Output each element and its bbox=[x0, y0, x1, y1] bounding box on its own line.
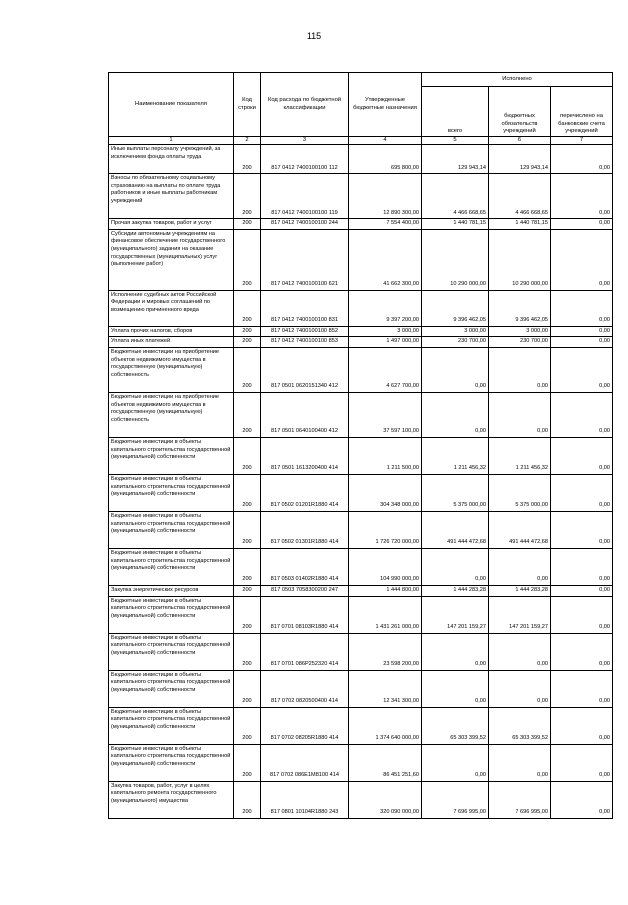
row-executed-total: 230 700,00 bbox=[422, 337, 489, 348]
row-executed-obligations: 5 375 000,00 bbox=[489, 474, 551, 511]
row-executed-obligations: 147 201 159,27 bbox=[489, 596, 551, 633]
row-transferred: 0,00 bbox=[551, 347, 613, 392]
header-code: Код строки bbox=[234, 73, 261, 137]
row-name: Бюджетные инвестиции на приобретение объектов недвижимого имущества в государственную (муниципальную) собственность bbox=[109, 347, 234, 392]
row-transferred: 0,00 bbox=[551, 633, 613, 670]
row-name: Исполнение судебных актов Российской Федерации и мировых соглашений по возмещению причиненного вреда bbox=[109, 290, 234, 326]
row-budget-code: 817 0501 0640100400 412 bbox=[261, 392, 349, 437]
row-line-code: 200 bbox=[234, 337, 261, 348]
header-name: Наименование показателя bbox=[109, 73, 234, 137]
row-budget-code: 817 0702 0820500400 414 bbox=[261, 670, 349, 707]
row-executed-obligations: 0,00 bbox=[489, 670, 551, 707]
row-executed-total: 129 943,14 bbox=[422, 145, 489, 174]
row-line-code: 200 bbox=[234, 633, 261, 670]
row-line-code: 200 bbox=[234, 290, 261, 326]
row-budget-code: 817 0502 01201R1880 414 bbox=[261, 474, 349, 511]
column-number: 7 bbox=[551, 137, 613, 145]
row-budget-code: 817 0412 7400100100 244 bbox=[261, 219, 349, 230]
row-line-code: 200 bbox=[234, 474, 261, 511]
row-line-code: 200 bbox=[234, 326, 261, 337]
row-budget-code: 817 0412 7400100100 831 bbox=[261, 290, 349, 326]
row-line-code: 200 bbox=[234, 437, 261, 474]
header-total: всего bbox=[422, 87, 489, 137]
row-executed-total: 0,00 bbox=[422, 633, 489, 670]
row-budget-code: 817 0412 7400100100 112 bbox=[261, 145, 349, 174]
row-executed-obligations: 0,00 bbox=[489, 347, 551, 392]
row-name: Прочая закупка товаров, работ и услуг bbox=[109, 219, 234, 230]
row-budget-code: 817 0412 7400100100 621 bbox=[261, 229, 349, 290]
row-transferred: 0,00 bbox=[551, 229, 613, 290]
row-approved: 86 451 251,60 bbox=[349, 744, 422, 781]
row-line-code: 200 bbox=[234, 707, 261, 744]
row-approved: 12 341 300,00 bbox=[349, 670, 422, 707]
row-approved: 9 397 200,00 bbox=[349, 290, 422, 326]
row-approved: 37 597 100,00 bbox=[349, 392, 422, 437]
row-approved: 304 348 000,00 bbox=[349, 474, 422, 511]
table-row bbox=[109, 585, 613, 596]
column-number: 5 bbox=[422, 137, 489, 145]
row-transferred: 0,00 bbox=[551, 744, 613, 781]
header-executed: Исполнено bbox=[422, 73, 613, 87]
row-approved: 12 890 300,00 bbox=[349, 174, 422, 219]
row-name: Бюджетные инвестиции в объекты капитального строительства государственной (муниципальной) собственности bbox=[109, 511, 234, 548]
row-transferred: 0,00 bbox=[551, 437, 613, 474]
row-executed-obligations: 491 444 472,68 bbox=[489, 511, 551, 548]
row-executed-total: 3 000,00 bbox=[422, 326, 489, 337]
table-row bbox=[109, 290, 613, 326]
row-executed-total: 147 201 159,27 bbox=[422, 596, 489, 633]
row-line-code: 200 bbox=[234, 219, 261, 230]
row-name: Бюджетные инвестиции в объекты капитального строительства государственной (муниципальной) собственности bbox=[109, 633, 234, 670]
row-budget-code: 817 0801 10104R1880 243 bbox=[261, 781, 349, 818]
row-approved: 1 444 800,00 bbox=[349, 585, 422, 596]
row-executed-obligations: 1 440 781,15 bbox=[489, 219, 551, 230]
row-executed-total: 4 466 668,65 bbox=[422, 174, 489, 219]
row-name: Бюджетные инвестиции в объекты капитального строительства государственной (муниципальной) собственности bbox=[109, 548, 234, 585]
header-approved: Утвержденные бюджетные назначения bbox=[349, 73, 422, 137]
table-row bbox=[109, 437, 613, 474]
row-executed-total: 65 303 399,52 bbox=[422, 707, 489, 744]
row-line-code: 200 bbox=[234, 229, 261, 290]
table-row bbox=[109, 174, 613, 219]
table-row bbox=[109, 781, 613, 818]
row-name: Закупка товаров, работ, услуг в целях капитального ремонта государственного (муниципального) имущества bbox=[109, 781, 234, 818]
table-row bbox=[109, 145, 613, 174]
row-approved: 104 990 000,00 bbox=[349, 548, 422, 585]
table-row bbox=[109, 707, 613, 744]
row-transferred: 0,00 bbox=[551, 707, 613, 744]
row-approved: 4 627 700,00 bbox=[349, 347, 422, 392]
row-approved: 3 000,00 bbox=[349, 326, 422, 337]
row-line-code: 200 bbox=[234, 392, 261, 437]
row-name: Закупка энергетических ресурсов bbox=[109, 585, 234, 596]
row-line-code: 200 bbox=[234, 781, 261, 818]
row-budget-code: 817 0502 01301R1880 414 bbox=[261, 511, 349, 548]
row-line-code: 200 bbox=[234, 670, 261, 707]
row-executed-obligations: 0,00 bbox=[489, 633, 551, 670]
table-row bbox=[109, 548, 613, 585]
row-transferred: 0,00 bbox=[551, 596, 613, 633]
row-name: Субсидии автономным учреждениям на финансовое обеспечение государственного (муниципального) задания на оказание государственных (муниципальных) услуг (выполнение работ) bbox=[109, 229, 234, 290]
row-executed-total: 1 444 283,28 bbox=[422, 585, 489, 596]
row-approved: 1 431 261 000,00 bbox=[349, 596, 422, 633]
table-row bbox=[109, 474, 613, 511]
row-budget-code: 817 0702 08205R1880 414 bbox=[261, 707, 349, 744]
row-executed-total: 0,00 bbox=[422, 744, 489, 781]
budget-execution-table bbox=[108, 72, 613, 819]
row-executed-obligations: 4 466 668,65 bbox=[489, 174, 551, 219]
row-name: Уплата иных платежей bbox=[109, 337, 234, 348]
row-name: Бюджетные инвестиции в объекты капитального строительства государственной (муниципальной) собственности bbox=[109, 474, 234, 511]
row-budget-code: 817 0412 7400100100 853 bbox=[261, 337, 349, 348]
column-number: 4 bbox=[349, 137, 422, 145]
row-executed-total: 9 396 462,05 bbox=[422, 290, 489, 326]
table-row bbox=[109, 511, 613, 548]
row-executed-total: 10 290 000,00 bbox=[422, 229, 489, 290]
row-transferred: 0,00 bbox=[551, 511, 613, 548]
row-name: Бюджетные инвестиции в объекты капитального строительства государственной (муниципальной) собственности bbox=[109, 670, 234, 707]
row-executed-obligations: 0,00 bbox=[489, 548, 551, 585]
row-line-code: 200 bbox=[234, 174, 261, 219]
row-transferred: 0,00 bbox=[551, 548, 613, 585]
row-name: Бюджетные инвестиции на приобретение объектов недвижимого имущества в государственную (муниципальную) собственность bbox=[109, 392, 234, 437]
row-transferred: 0,00 bbox=[551, 219, 613, 230]
row-approved: 7 554 400,00 bbox=[349, 219, 422, 230]
row-line-code: 200 bbox=[234, 744, 261, 781]
row-executed-obligations: 9 396 462,05 bbox=[489, 290, 551, 326]
table-row bbox=[109, 670, 613, 707]
row-line-code: 200 bbox=[234, 585, 261, 596]
table-row bbox=[109, 219, 613, 230]
row-transferred: 0,00 bbox=[551, 145, 613, 174]
row-budget-code: 817 0412 7400100100 119 bbox=[261, 174, 349, 219]
table-row bbox=[109, 633, 613, 670]
column-number: 1 bbox=[109, 137, 234, 145]
row-executed-total: 5 375 000,00 bbox=[422, 474, 489, 511]
row-executed-total: 1 211 456,32 bbox=[422, 437, 489, 474]
row-line-code: 200 bbox=[234, 511, 261, 548]
row-approved: 1 497 000,00 bbox=[349, 337, 422, 348]
row-transferred: 0,00 bbox=[551, 290, 613, 326]
table-row bbox=[109, 392, 613, 437]
table-row bbox=[109, 326, 613, 337]
row-executed-total: 7 696 995,00 bbox=[422, 781, 489, 818]
row-executed-obligations: 230 700,00 bbox=[489, 337, 551, 348]
column-number: 2 bbox=[234, 137, 261, 145]
table-row bbox=[109, 596, 613, 633]
row-budget-code: 817 0701 086P252320 414 bbox=[261, 633, 349, 670]
row-name: Бюджетные инвестиции в объекты капитального строительства государственной (муниципальной) собственности bbox=[109, 744, 234, 781]
row-approved: 23 598 200,00 bbox=[349, 633, 422, 670]
row-approved: 1 211 500,00 bbox=[349, 437, 422, 474]
row-name: Бюджетные инвестиции в объекты капитального строительства государственной (муниципальной) собственности bbox=[109, 707, 234, 744]
row-transferred: 0,00 bbox=[551, 474, 613, 511]
row-line-code: 200 bbox=[234, 145, 261, 174]
row-name: Бюджетные инвестиции в объекты капитального строительства государственной (муниципальной) собственности bbox=[109, 596, 234, 633]
row-transferred: 0,00 bbox=[551, 326, 613, 337]
row-executed-obligations: 1 211 456,32 bbox=[489, 437, 551, 474]
row-transferred: 0,00 bbox=[551, 392, 613, 437]
row-budget-code: 817 0501 1613200400 414 bbox=[261, 437, 349, 474]
row-transferred: 0,00 bbox=[551, 670, 613, 707]
row-executed-total: 0,00 bbox=[422, 392, 489, 437]
row-executed-obligations: 129 943,14 bbox=[489, 145, 551, 174]
row-transferred: 0,00 bbox=[551, 585, 613, 596]
row-executed-obligations: 7 696 995,00 bbox=[489, 781, 551, 818]
row-name: Уплата прочих налогов, сборов bbox=[109, 326, 234, 337]
row-approved: 695 800,00 bbox=[349, 145, 422, 174]
table-row bbox=[109, 744, 613, 781]
page-number: 115 bbox=[306, 31, 322, 41]
row-name: Бюджетные инвестиции в объекты капитального строительства государственной (муниципальной) собственности bbox=[109, 437, 234, 474]
row-executed-obligations: 0,00 bbox=[489, 392, 551, 437]
row-approved: 41 662 300,00 bbox=[349, 229, 422, 290]
row-transferred: 0,00 bbox=[551, 174, 613, 219]
row-budget-code: 817 0501 0620151340 412 bbox=[261, 347, 349, 392]
column-number: 3 bbox=[261, 137, 349, 145]
row-executed-obligations: 1 444 283,28 bbox=[489, 585, 551, 596]
row-executed-total: 1 440 781,15 bbox=[422, 219, 489, 230]
row-budget-code: 817 0503 7058300200 247 bbox=[261, 585, 349, 596]
row-executed-total: 491 444 472,68 bbox=[422, 511, 489, 548]
row-approved: 1 726 720 000,00 bbox=[349, 511, 422, 548]
table-row bbox=[109, 337, 613, 348]
row-executed-total: 0,00 bbox=[422, 548, 489, 585]
row-executed-obligations: 10 290 000,00 bbox=[489, 229, 551, 290]
row-budget-code: 817 0503 01402R1880 414 bbox=[261, 548, 349, 585]
row-executed-obligations: 65 303 399,52 bbox=[489, 707, 551, 744]
header-kbk: Код расхода по бюджетной классификации bbox=[261, 73, 349, 137]
row-line-code: 200 bbox=[234, 548, 261, 585]
row-budget-code: 817 0701 08103R1880 414 bbox=[261, 596, 349, 633]
row-line-code: 200 bbox=[234, 596, 261, 633]
row-budget-code: 817 0412 7400100100 852 bbox=[261, 326, 349, 337]
row-line-code: 200 bbox=[234, 347, 261, 392]
column-number: 6 bbox=[489, 137, 551, 145]
row-transferred: 0,00 bbox=[551, 781, 613, 818]
table-row bbox=[109, 229, 613, 290]
row-executed-obligations: 3 000,00 bbox=[489, 326, 551, 337]
table-row bbox=[109, 347, 613, 392]
row-executed-total: 0,00 bbox=[422, 670, 489, 707]
row-budget-code: 817 0702 086E1M8100 414 bbox=[261, 744, 349, 781]
row-executed-total: 0,00 bbox=[422, 347, 489, 392]
row-executed-obligations: 0,00 bbox=[489, 744, 551, 781]
header-obligations: бюджетных обязательств учреждений bbox=[489, 87, 551, 137]
row-approved: 1 374 640 000,00 bbox=[349, 707, 422, 744]
table-body bbox=[109, 145, 613, 818]
row-name: Иные выплаты персоналу учреждений, за исключением фонда оплаты труда bbox=[109, 145, 234, 174]
row-approved: 320 090 000,00 bbox=[349, 781, 422, 818]
header-transferred: перечислено на банковские счета учреждений bbox=[551, 87, 613, 137]
row-name: Взносы по обязательному социальному страхованию на выплаты по оплате труда работников и иные выплаты работникам учреждений bbox=[109, 174, 234, 219]
row-transferred: 0,00 bbox=[551, 337, 613, 348]
